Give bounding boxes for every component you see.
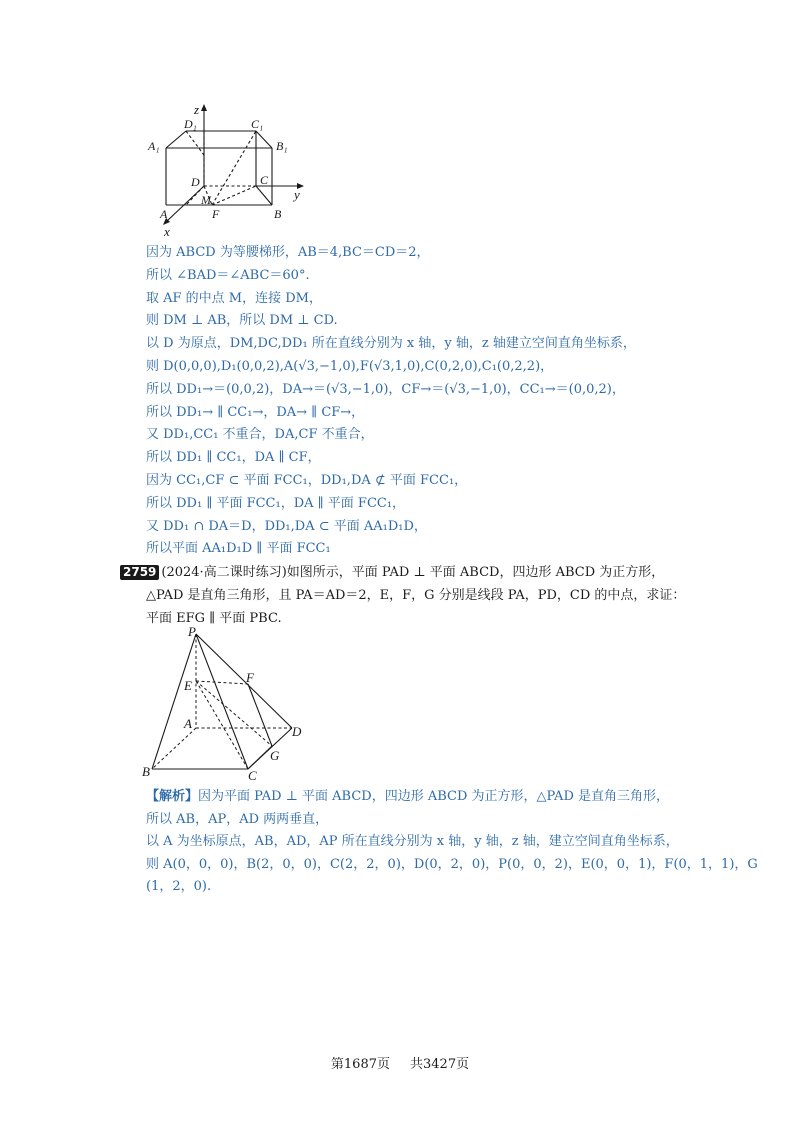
solution-2-line: (1，2，0). <box>146 879 212 894</box>
page-footer <box>0 1053 800 1072</box>
label-P: P <box>188 624 196 639</box>
label-C: C <box>260 173 269 187</box>
solution-1 <box>146 242 636 561</box>
problem-line: △PAD 是直角三角形，且 PA＝AD＝2，E，F，G 分别是线段 PA，PD，CD 的中点，求证： <box>146 587 686 603</box>
problem-line: 平面 EFG ∥ 平面 PBC. <box>146 610 282 626</box>
label-A: A <box>184 716 192 731</box>
label-B: B <box>274 207 282 221</box>
solution-1-line: 所以平面 AA₁D₁D ∥ 平面 FCC₁ <box>146 541 331 557</box>
label-F: F <box>246 670 254 685</box>
label-D: D <box>292 724 302 739</box>
label-B1: B₁ <box>276 139 288 153</box>
solution-1-line: 则 D(0,0,0),D₁(0,0,2),A(√3,−1,0),F(√3,1,0),C(0,2,0),C₁(0,2,2)， <box>146 358 554 374</box>
solution-1-line: 取 AF 的中点 M，连接 DM， <box>146 290 322 306</box>
solution-1-line: 所以 DD₁→ ∥ CC₁→，DA→ ∥ CF→， <box>146 404 365 420</box>
problem-number-badge: 2759 <box>120 565 159 580</box>
solution-2-line: 因为平面 PAD ⊥ 平面 ABCD，四边形 ABCD 为正方形，△PAD 是直角三角形， <box>198 789 669 804</box>
solution-1-line: 以 D 为原点，DM,DC,DD₁ 所在直线分别为 x 轴，y 轴，z 轴建立空间直角坐标系， <box>146 336 636 352</box>
figure-prism <box>140 100 320 240</box>
label-x: x <box>164 224 170 239</box>
problem-line: (2024·高二课时练习)如图所示，平面 PAD ⊥ 平面 ABCD，四边形 ABCD 为正方形， <box>161 565 665 580</box>
solution-1-line: 因为 CC₁,CF ⊂ 平面 FCC₁，DD₁,DA ⊄ 平面 FCC₁， <box>146 472 468 488</box>
solution-1-line: 所以 DD₁ ∥ 平面 FCC₁，DA ∥ 平面 FCC₁， <box>146 495 406 511</box>
solution-1-line: 所以 DD₁→＝(0,0,2)，DA→＝(√3,−1,0)，CF→＝(√3,−1,0)，CC₁→＝(0,0,2)， <box>146 381 625 397</box>
solution-2-line: 所以 AB，AP，AD 两两垂直， <box>146 811 329 827</box>
solution-tag: 【解析】 <box>146 789 199 804</box>
solution-2-line: 则 A(0，0，0)，B(2，0，0)，C(2，2，0)，D(0，2，0)，P(0，0，2)，E(0，0，1)，F(0，1，1)，G <box>146 856 758 872</box>
label-F: F <box>212 207 220 221</box>
solution-2 <box>146 786 758 899</box>
label-E: E <box>184 678 192 693</box>
solution-2-line: 以 A 为坐标原点，AB，AD，AP 所在直线分别为 x 轴，y 轴，z 轴，建立空间直角坐标系， <box>146 834 679 849</box>
label-A: A <box>160 207 168 221</box>
problem-2759 <box>120 562 685 630</box>
label-D: D <box>191 175 200 189</box>
solution-1-line: 因为 ABCD 为等腰梯形，AB＝4,BC＝CD＝2， <box>146 245 430 260</box>
label-M: M <box>201 193 211 207</box>
solution-1-line: 又 DD₁,CC₁ 不重合，DA,CF 不重合， <box>146 427 374 443</box>
label-G: G <box>270 748 280 763</box>
solution-1-line: 所以 ∠BAD＝∠ABC＝60°. <box>146 267 310 283</box>
solution-1-line: 则 DM ⊥ AB，所以 DM ⊥ CD. <box>146 313 338 329</box>
label-A1: A₁ <box>148 139 160 153</box>
page-total: 共3427页 <box>410 1057 470 1072</box>
page-number: 第1687页 <box>330 1057 390 1072</box>
solution-1-line: 又 DD₁ ∩ DA＝D，DD₁,DA ⊂ 平面 AA₁D₁D， <box>146 518 427 534</box>
label-y: y <box>294 187 300 202</box>
label-C: C <box>248 768 257 783</box>
figure-pyramid <box>140 624 320 784</box>
label-z: z <box>194 102 200 117</box>
label-D1: D₁ <box>184 117 197 131</box>
solution-1-line: 所以 DD₁ ∥ CC₁，DA ∥ CF， <box>146 450 321 466</box>
label-B: B <box>142 764 150 779</box>
label-C1: C₁ <box>251 117 264 131</box>
